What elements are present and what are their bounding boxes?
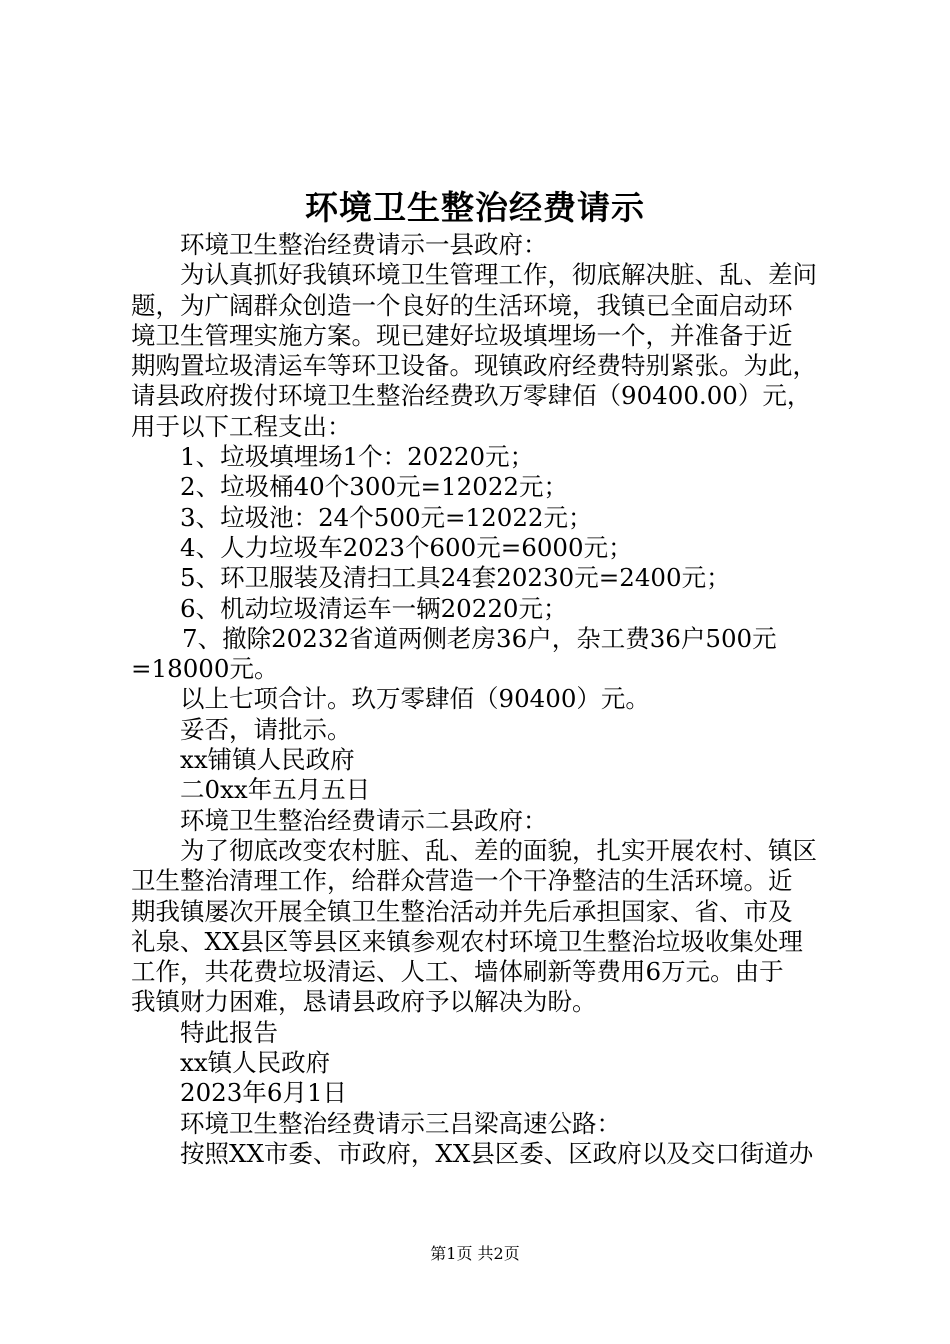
body-line: 按照XX市委、市政府，XX县区委、区政府以及交口街道办 (180, 1138, 814, 1168)
body-line: 环境卫生整治经费请示一县政府： (180, 230, 548, 259)
body-line: 用于以下工程支出： (131, 411, 352, 441)
body-line: 我镇财力困难，恳请县政府予以解决为盼。 (131, 987, 597, 1017)
body-line: 礼泉、XX县区等县区来镇参观农村环境卫生整治垃圾收集处理 (131, 926, 803, 956)
date-line: 二0xx年五月五日 (180, 775, 371, 805)
body-line: 境卫生管理实施方案。现已建好垃圾填埋场一个，并准备于近 (131, 320, 793, 350)
body-line: 以上七项合计。玖万零肆佰（90400）元。 (180, 684, 650, 714)
body-line: 请县政府拨付环境卫生整治经费玖万零肆佰（90400.00）元， (131, 381, 812, 411)
date-line: 2023年6月1日 (180, 1078, 348, 1108)
body-line: 为认真抓好我镇环境卫生管理工作，彻底解决脏、乱、差问 (180, 260, 817, 290)
body-line: 工作，共花费垃圾清运、人工、墙体刷新等费用6万元。由于 (131, 957, 784, 987)
list-item: 5、环卫服装及清扫工具24套20230元=2400元； (180, 563, 731, 593)
body-line: 为了彻底改变农村脏、乱、差的面貌，扎实开展农村、镇区 (180, 835, 817, 865)
document-body (131, 230, 831, 1169)
section-heading: 环境卫生整治经费请示三吕梁高速公路： (180, 1108, 621, 1138)
list-item: 4、人力垃圾车2023个600元=6000元； (180, 532, 633, 562)
body-line: 特此报告 (180, 1017, 278, 1047)
page-footer: 第1页 共2页 (430, 1244, 520, 1263)
body-line: 期我镇屡次开展全镇卫生整治活动并先后承担国家、省、市及 (131, 896, 793, 926)
body-line: 卫生整治清理工作，给群众营造一个干净整洁的生活环境。近 (131, 866, 793, 896)
list-item: 7、撤除20232省道两侧老房36户，杂工费36户500元 (182, 623, 777, 653)
body-line: =18000元。 (131, 654, 279, 684)
body-line: 题，为广阔群众创造一个良好的生活环境，我镇已全面启动环 (131, 290, 793, 320)
signature-line: xx镇人民政府 (180, 1048, 331, 1078)
list-item: 1、垃圾填埋场1个：20220元； (180, 442, 535, 472)
list-item: 2、垃圾桶40个300元=12022元； (180, 472, 568, 502)
list-item: 3、垃圾池：24个500元=12022元； (180, 502, 593, 532)
document-title: 环境卫生整治经费请示 (305, 188, 645, 227)
list-item: 6、机动垃圾清运车一辆20220元； (180, 593, 568, 623)
body-line: 期购置垃圾清运车等环卫设备。现镇政府经费特别紧张。为此， (131, 351, 817, 381)
signature-line: xx铺镇人民政府 (180, 745, 355, 775)
section-heading: 环境卫生整治经费请示二县政府： (180, 805, 548, 835)
body-line: 妥否，请批示。 (180, 714, 352, 744)
